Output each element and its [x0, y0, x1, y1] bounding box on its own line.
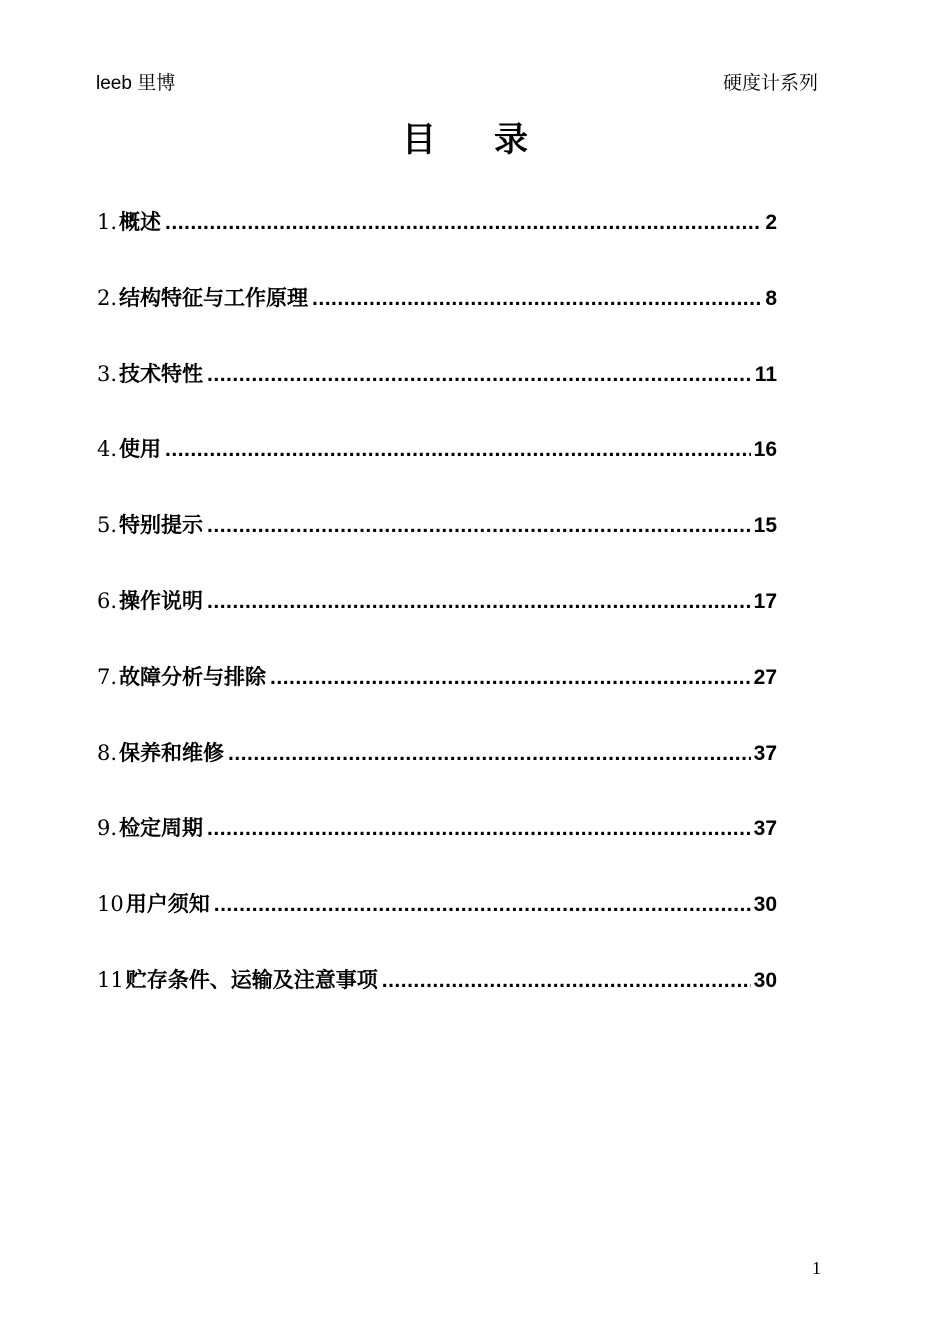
toc-entry-2[interactable]	[97, 282, 777, 358]
header-brand: leeb 里博	[96, 73, 176, 94]
toc-entry-1[interactable]	[97, 206, 777, 282]
toc-number: 11	[97, 967, 124, 992]
toc-number: 6.	[97, 588, 118, 613]
toc-leader-dots	[207, 363, 752, 387]
toc-number: 2.	[97, 285, 118, 310]
toc-leader-dots	[207, 590, 751, 614]
header-series: 硬度计系列	[722, 72, 818, 94]
toc-label: 故障分析与排除	[119, 664, 267, 689]
page-title: 目录	[402, 120, 586, 160]
toc-label: 概述	[119, 210, 162, 234]
toc-label: 使用	[119, 437, 162, 462]
toc-number: 4.	[97, 437, 118, 462]
toc-page-number: 11	[754, 362, 777, 386]
toc-entry-7[interactable]	[97, 661, 777, 737]
toc-entry-11[interactable]	[97, 964, 777, 1040]
toc-entry-9[interactable]	[97, 812, 777, 888]
table-of-contents	[97, 206, 777, 1040]
page-number: 1	[812, 1258, 821, 1278]
toc-number: 3.	[97, 361, 118, 386]
toc-leader-dots	[228, 742, 751, 766]
toc-number: 9.	[97, 816, 118, 841]
toc-page-number: 37	[753, 741, 777, 765]
toc-entry-6[interactable]	[97, 585, 777, 661]
toc-leader-dots	[165, 438, 751, 462]
toc-label: 操作说明	[119, 588, 204, 613]
toc-page-number: 30	[753, 893, 777, 917]
toc-page-number: 15	[753, 514, 777, 538]
toc-page-number: 17	[753, 589, 777, 613]
toc-leader-dots	[270, 666, 751, 690]
toc-page-number: 16	[753, 438, 777, 462]
toc-page-number: 30	[753, 968, 777, 992]
toc-leader-dots	[312, 287, 762, 311]
toc-leader-dots	[214, 893, 751, 917]
toc-label: 贮存条件、运输及注意事项	[125, 967, 378, 992]
toc-leader-dots	[165, 211, 762, 235]
toc-label: 结构特征与工作原理	[119, 285, 309, 310]
toc-number: 5.	[97, 513, 118, 538]
toc-label: 保养和维修	[119, 740, 225, 765]
toc-label: 检定周期	[119, 816, 204, 841]
toc-number: 7.	[97, 664, 118, 689]
toc-label: 特别提示	[119, 513, 204, 538]
toc-entry-10[interactable]	[97, 888, 777, 964]
toc-page-number: 2	[765, 211, 777, 234]
toc-entry-5[interactable]	[97, 509, 777, 585]
toc-number: 10	[97, 892, 124, 917]
toc-label: 用户须知	[125, 892, 210, 917]
toc-entry-8[interactable]	[97, 737, 777, 813]
toc-label: 技术特性	[119, 361, 204, 386]
toc-entry-4[interactable]	[97, 433, 777, 509]
toc-entry-3[interactable]	[97, 358, 777, 434]
toc-page-number: 8	[765, 286, 777, 310]
toc-page-number: 27	[753, 665, 777, 689]
toc-number: 1.	[97, 210, 118, 234]
toc-number: 8.	[97, 740, 118, 765]
toc-page-number: 37	[753, 817, 777, 841]
toc-leader-dots	[207, 514, 751, 538]
toc-leader-dots	[207, 817, 751, 841]
toc-leader-dots	[382, 969, 751, 993]
